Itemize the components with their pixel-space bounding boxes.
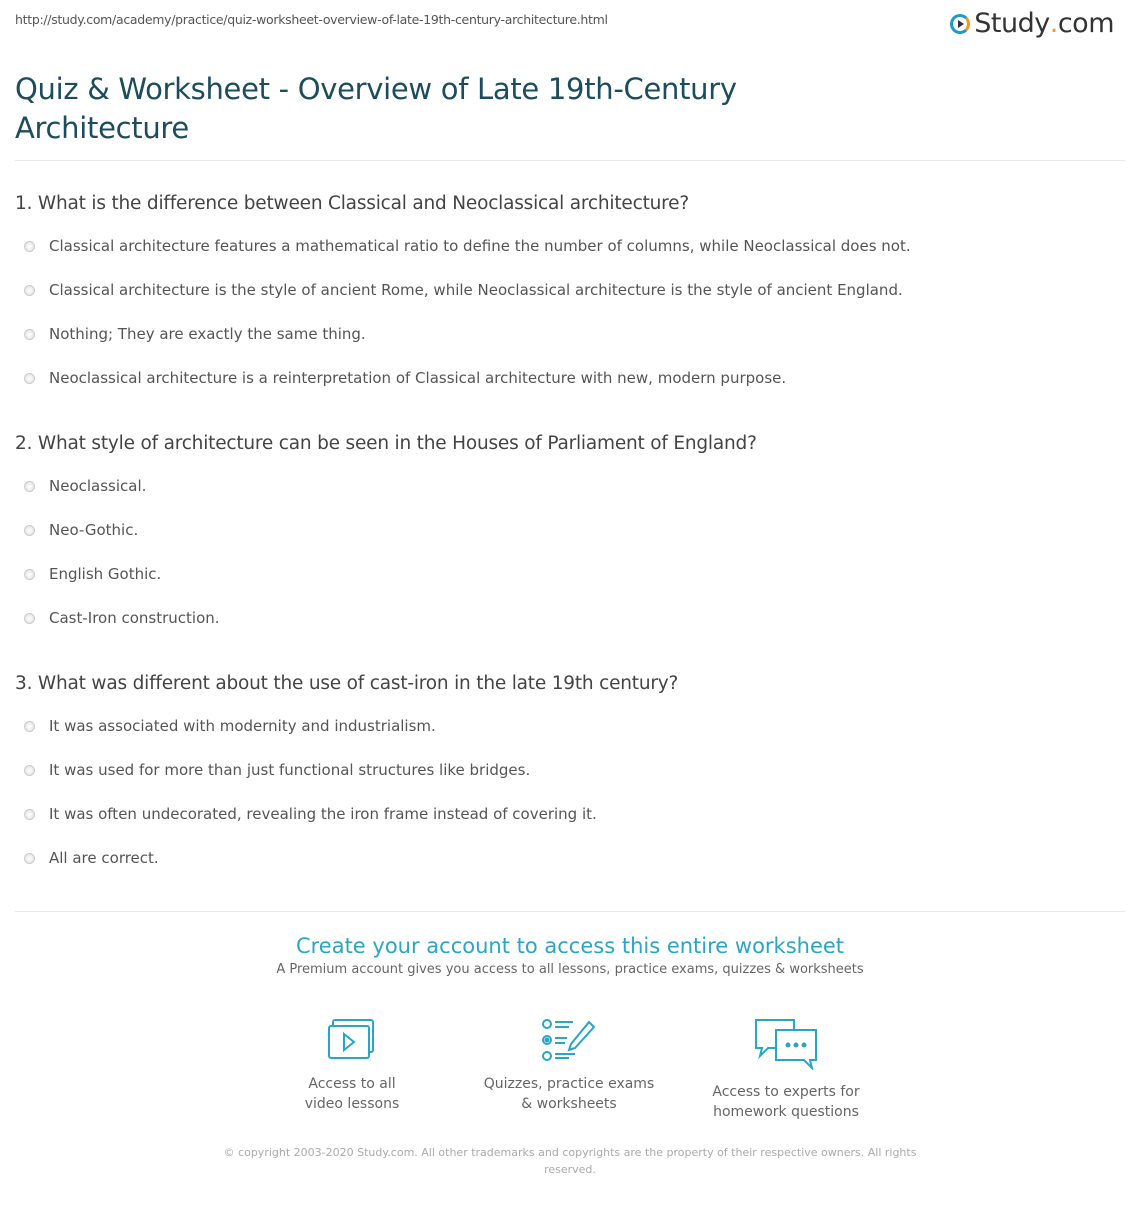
question-3 — [15, 673, 1115, 880]
radio-button-icon[interactable] — [24, 481, 35, 492]
copyright-footer: © copyright 2003-2020 Study.com. All other trademarks and copyrights are the property of their respective owners. All rights reserved. — [223, 1146, 917, 1176]
divider — [15, 911, 1125, 912]
answer-text: It was used for more than just functional structures like bridges. — [49, 761, 531, 779]
answer-option[interactable] — [15, 312, 1115, 356]
answer-option[interactable] — [15, 224, 1115, 268]
radio-button-icon[interactable] — [24, 853, 35, 864]
feature-label: homework questions — [713, 1104, 859, 1120]
cta-section — [0, 934, 1140, 977]
question-text: 1. What is the difference between Classical and Neoclassical architecture? — [15, 193, 689, 214]
radio-button-icon[interactable] — [24, 525, 35, 536]
feature-label: video lessons — [304, 1096, 400, 1112]
chat-bubbles-icon — [754, 1018, 818, 1070]
play-logo-icon — [950, 14, 970, 34]
question-2 — [15, 433, 1115, 640]
answer-text: Neoclassical architecture is a reinterpretation of Classical architecture with new, modern purpose. — [49, 369, 787, 387]
cta-subtitle: A Premium account gives you access to all lessons, practice exams, quizzes & worksheets — [276, 962, 864, 977]
question-text: 3. What was different about the use of cast-iron in the late 19th century? — [15, 673, 679, 694]
page-url: http://study.com/academy/practice/quiz-worksheet-overview-of-late-19th-century-architecture.html — [15, 12, 608, 27]
answer-option[interactable] — [15, 748, 1115, 792]
answer-option[interactable] — [15, 268, 1115, 312]
answer-option[interactable] — [15, 596, 1115, 640]
feature-experts — [686, 1018, 886, 1122]
feature-video — [252, 1018, 452, 1114]
answer-option[interactable] — [15, 792, 1115, 836]
answer-text: All are correct. — [49, 849, 159, 867]
create-account-link[interactable]: Create your account to access this entire worksheet — [295, 934, 845, 958]
answer-text: Classical architecture is the style of ancient Rome, while Neoclassical architecture is the style of ancient England. — [49, 281, 903, 299]
video-lessons-icon — [327, 1018, 377, 1062]
feature-label: Access to all — [308, 1076, 396, 1092]
answer-option[interactable] — [15, 836, 1115, 880]
answer-option[interactable] — [15, 356, 1115, 400]
answer-text: English Gothic. — [49, 565, 162, 583]
answer-text: Cast-Iron construction. — [49, 609, 220, 627]
feature-label: Access to experts for — [712, 1084, 860, 1100]
radio-button-icon[interactable] — [24, 569, 35, 580]
answer-text: Nothing; They are exactly the same thing. — [49, 325, 366, 343]
feature-quizzes — [469, 1018, 669, 1114]
answer-text: It was often undecorated, revealing the iron frame instead of covering it. — [49, 805, 597, 823]
radio-button-icon[interactable] — [24, 613, 35, 624]
radio-button-icon[interactable] — [24, 721, 35, 732]
radio-button-icon[interactable] — [24, 329, 35, 340]
logo-dot: . — [1049, 8, 1058, 39]
radio-button-icon[interactable] — [24, 285, 35, 296]
answer-option[interactable] — [15, 464, 1115, 508]
radio-button-icon[interactable] — [24, 241, 35, 252]
divider — [15, 160, 1125, 161]
logo-tld: com — [1057, 8, 1114, 39]
study-logo[interactable] — [950, 8, 1114, 39]
logo-name: Study — [974, 8, 1050, 39]
question-text: 2. What style of architecture can be seen in the Houses of Parliament of England? — [15, 433, 757, 454]
answer-option[interactable] — [15, 704, 1115, 748]
answer-option[interactable] — [15, 552, 1115, 596]
question-1 — [15, 193, 1115, 400]
answer-option[interactable] — [15, 508, 1115, 552]
radio-button-icon[interactable] — [24, 809, 35, 820]
answer-text: Neo-Gothic. — [49, 521, 139, 539]
answer-text: It was associated with modernity and industrialism. — [49, 717, 436, 735]
radio-button-icon[interactable] — [24, 373, 35, 384]
answer-text: Neoclassical. — [49, 477, 147, 495]
answer-text: Classical architecture features a mathematical ratio to define the number of columns, while Neoclassical does not. — [49, 237, 911, 255]
page-title: Quiz & Worksheet - Overview of Late 19th-Century Architecture — [15, 72, 737, 145]
radio-button-icon[interactable] — [24, 765, 35, 776]
feature-label: Quizzes, practice exams — [483, 1076, 655, 1092]
feature-label: & worksheets — [521, 1096, 617, 1112]
quiz-checklist-icon — [541, 1018, 597, 1062]
